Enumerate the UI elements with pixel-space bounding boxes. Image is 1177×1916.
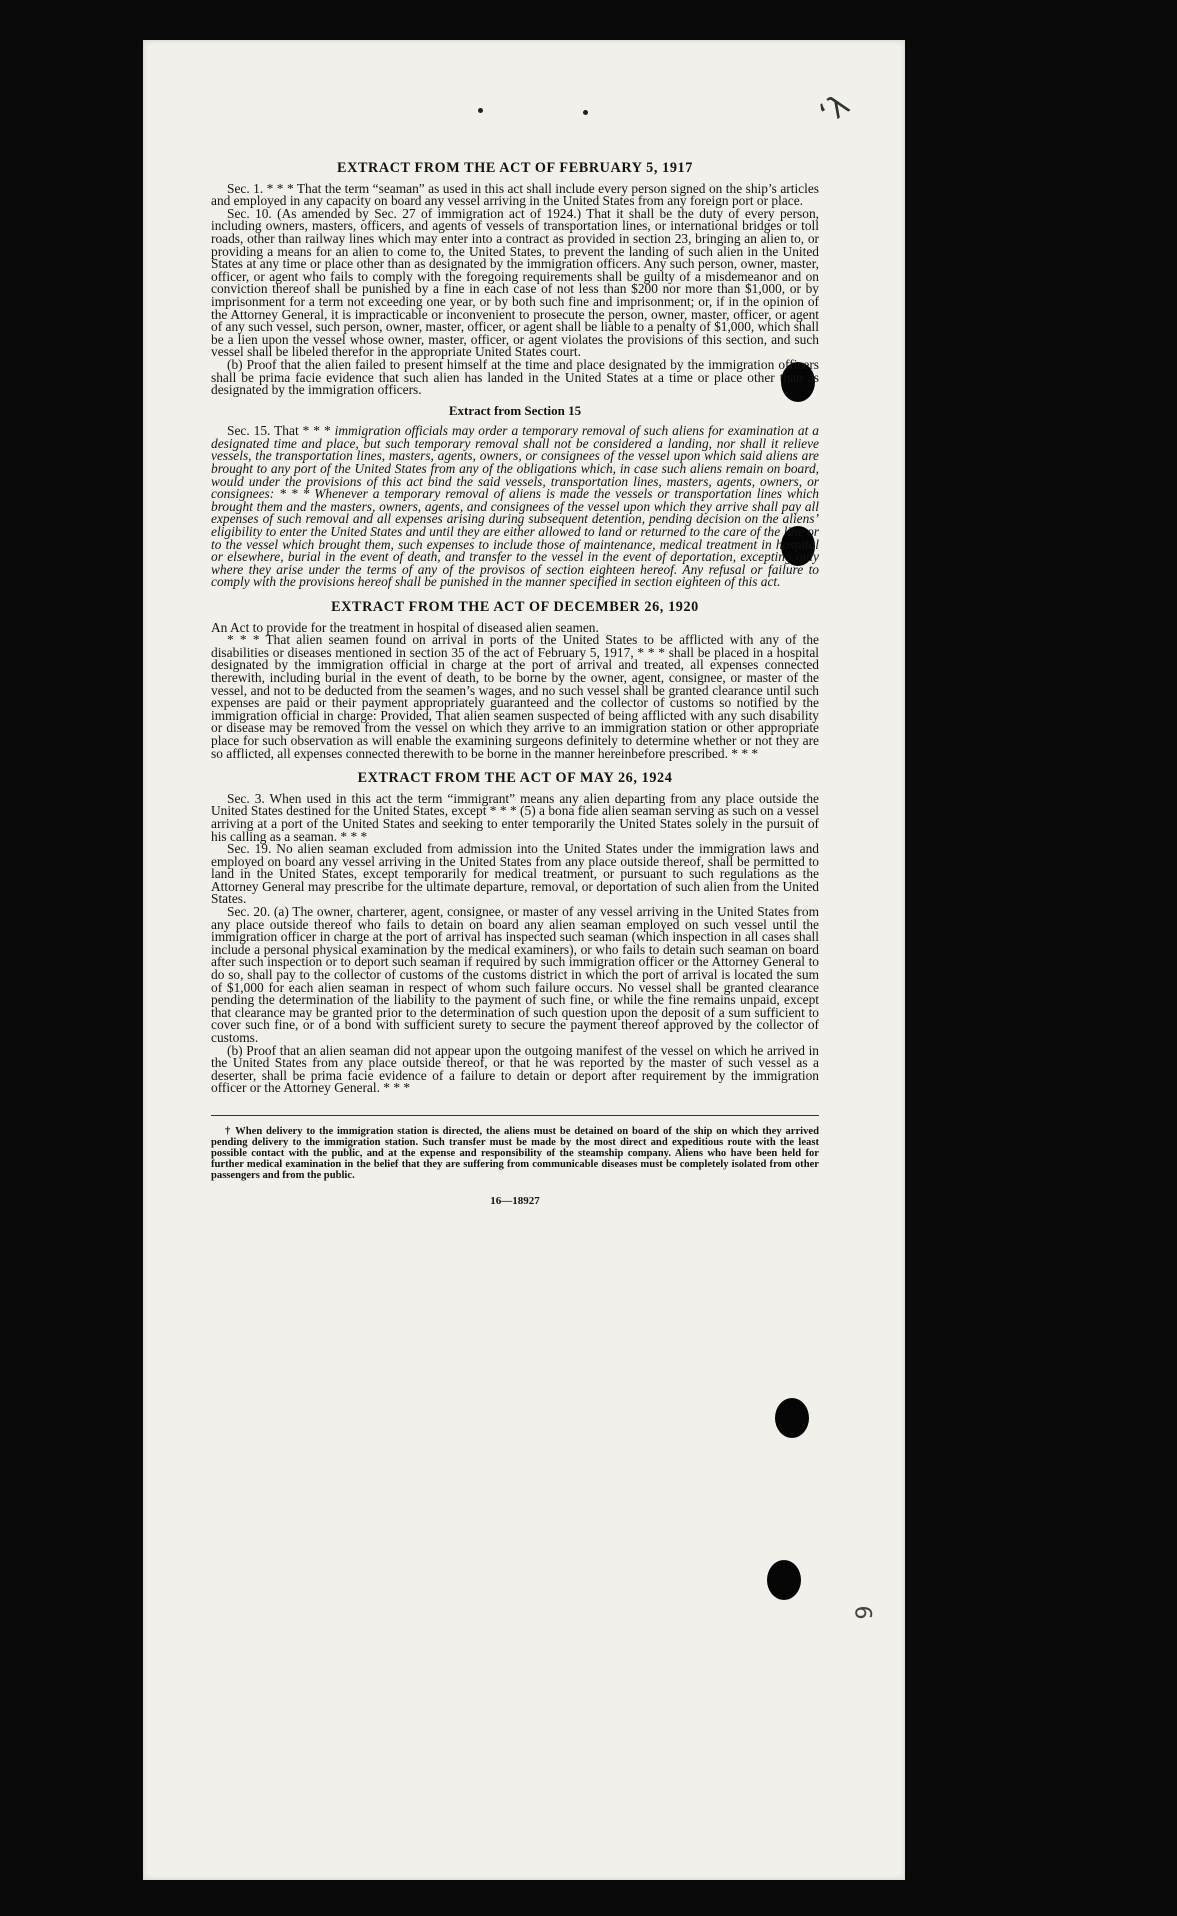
section-subheading: Extract from Section 15	[448, 402, 582, 418]
paragraph: Sec. 1. * * * That the term “seaman” as used in this act shall include every person signed on the ship’s articles and employed in any capacity on board any vessel arriving in the United States from any foreign port or place.	[211, 180, 819, 209]
paragraph: (b) Proof that the alien failed to present himself at the time and place designated by the immigration officers shall be prima facie evidence that such alien has landed in the United States at a time or place other than as designated by the immigration officers.	[211, 356, 819, 398]
paragraph: Sec. 10. (As amended by Sec. 27 of immigration act of 1924.) That it shall be the duty of every person, including owners, masters, officers, and agents of vessels of transportation lines, or international bridges or toll roads, other than railway lines which may enter into a contract as provided in section 23, bringing an alien to, or providing a means for an alien to come to, the United States, to prevent the landing of such alien in the United States at any time or place other than as designated by the immigration officers. Any such person, owner, master, officer, or agent who fails to comply with the foregoing requirements shall be guilty of a misdemeanor and on conviction thereof shall be punished by a fine in each case of not less than $200 nor more than $1,000, or by imprisonment for a term not exceeding one year, or by both such fine and imprisonment; or, if in the opinion of the Attorney General, it is impracticable or inconvenient to prosecute the person, owner, master, officer, or agent of any such vessel, such person, owner, master, officer, or agent shall be liable to a penalty of $1,000, which shall be a lien upon the vessel whose owner, master, officer, or agent violates the provisions of this section, and such vessel shall be libeled therefor in the appropriate United States court.	[211, 205, 819, 360]
paragraph: An Act to provide for the treatment in hospital of diseased alien seamen.	[211, 619, 599, 635]
section-heading: EXTRACT FROM THE ACT OF FEBRUARY 5, 1917	[337, 160, 693, 176]
section-heading: EXTRACT FROM THE ACT OF DECEMBER 26, 1920	[331, 599, 699, 615]
ink-speck	[478, 108, 483, 113]
paragraph: Sec. 19. No alien seaman excluded from admission into the United States under the immigration laws and employed on board any vessel arriving in the United States from any place outside thereof, shall be permitted to land in the United States, except temporarily for medical treatment, or pursuant to such regulations as the Attorney General may prescribe for the ultimate departure, removal, or deportation of such alien from the United States.	[211, 841, 819, 907]
paragraph	[211, 425, 819, 589]
section-15	[211, 425, 819, 589]
section-may-1924	[211, 790, 819, 1096]
handwritten-mark: ‘λ	[813, 87, 856, 132]
document-page	[143, 40, 905, 1880]
paragraph: * * * That alien seamen found on arrival in ports of the United States to be afflicted with any of the disabilities or diseases mentioned in section 35 of the act of February 5, 1917, * * * shall be placed in a hospital designated by the immigration official in charge at the port of arrival and treated, all expenses connected therewith, including burial in the event of death, to be borne by the owner, agent, consignee, or master of the vessel, and not to be deducted from the seamen’s wages, and no such vessel shall be granted clearance until such expenses are paid or their payment appropriately guaranteed and the collector of customs so notified by the immigration official in charge: Provided, That alien seamen suspected of being afflicted with any such disability or disease may be removed from the vessel on which they arrive to an immigration station or other appropriate place for such observation as will enable the examining surgeons definitely to determine whether or not they are so afflicted, all expenses connected therewith to be borne in the manner hereinbefore prescribed. * * *	[211, 632, 819, 761]
footnote: † When delivery to the immigration station is directed, the aliens must be detained on board of the ship on which they arrived pending delivery to the immigration station. Such transfer must be made by the most direct and expeditious route with the least possible contact with the public, and at the expense and responsibility of the steamship company. Aliens who have been held for further medical examination in the belief that they are suffering from communicable diseases must be completely isolated from other passengers and from the public.	[211, 1125, 819, 1181]
paragraph: Sec. 20. (a) The owner, charterer, agent, consignee, or master of any vessel arriving in the United States from any place outside thereof who fails to detain on board any alien seaman employed on such vessel until the immigration officer in charge at the port of arrival has inspected such seaman (which inspection in all cases shall include a personal physical examination by the medical examiners), or who fails to detain such seaman on board after such inspection or to deport such seaman if required by such immigration officer or the Attorney General to do so, shall pay to the collector of customs of the customs district in which the port of arrival is located the sum of $1,000 for each alien seaman in respect of whom such failure occurs. No vessel shall be granted clearance pending the determination of the liability to the payment of such fine, or while the fine remains unpaid, except that clearance may be granted prior to the determination of such question upon the deposit of a sum sufficient to cover such fine, or of a bond with sufficient surety to secure the payment thereof approved by the collector of customs.	[211, 904, 819, 1045]
paragraph: Sec. 3. When used in this act the term “immigrant” means any alien departing from any place outside the United States destined for the United States, except * * * (5) a bona fide alien seaman serving as such on a vessel arriving at a port of the United States and seeking to enter temporarily the United States solely in the pursuit of his calling as a seaman. * * *	[211, 790, 819, 844]
paragraph-italic: immigration officials may order a temporary removal of such aliens for examination at a designated time and place, but such temporary removal shall not be considered a landing, nor shall it relieve vessels, the transportation lines, masters, agents, owners, or consignees of the vessel upon which said aliens are brought to any port of the United States from any of the obligations which, in case such aliens remain on board, would under the provisions of this act bind the said vessels, transportation lines, masters, agents, owners, or consignees: * * * Whenever a temporary removal of aliens is made the vessels or transportation lines which brought them and the masters, owners, agents, and consignees of the vessel upon which they arrive shall pay all expenses of such removal and all expenses arising during subsequent detention, pending decision on the aliens’ eligibility to enter the United States and until they are either allowed to land or returned to the care of the line or to the vessel which brought them, such expenses to include those of maintenance, medical treatment in hospital or elsewhere, burial in the event of death, and transfer to the vessel in the event of deportation, excepting only where they arise under the terms of any of the provisos of section eighteen hereof. Any refusal or failure to comply with the provisions hereof shall be punished in the manner specified in section eighteen of this act.	[211, 423, 819, 590]
ink-speck	[583, 110, 588, 115]
section-heading: EXTRACT FROM THE ACT OF MAY 26, 1924	[357, 770, 673, 787]
handwritten-mark: 6	[849, 1605, 875, 1620]
footnote-divider	[211, 1115, 819, 1116]
document-body	[211, 162, 819, 1208]
punch-hole	[775, 1398, 809, 1438]
paragraph-lead: Sec. 15. That * * *	[227, 423, 335, 439]
punch-hole	[767, 1560, 801, 1600]
section-dec-1920	[211, 619, 819, 761]
section-feb-1917	[211, 180, 819, 398]
paragraph: (b) Proof that an alien seaman did not appear upon the outgoing manifest of the vessel on which he arrived in the United States from any place outside thereof, or that he was reported by the master of such vessel as a deserter, shall be prima facie evidence of a failure to detain or deport after requirement by the immigration officer or the Attorney General. * * *	[211, 1042, 819, 1096]
printer-code: 16—18927	[490, 1194, 540, 1207]
